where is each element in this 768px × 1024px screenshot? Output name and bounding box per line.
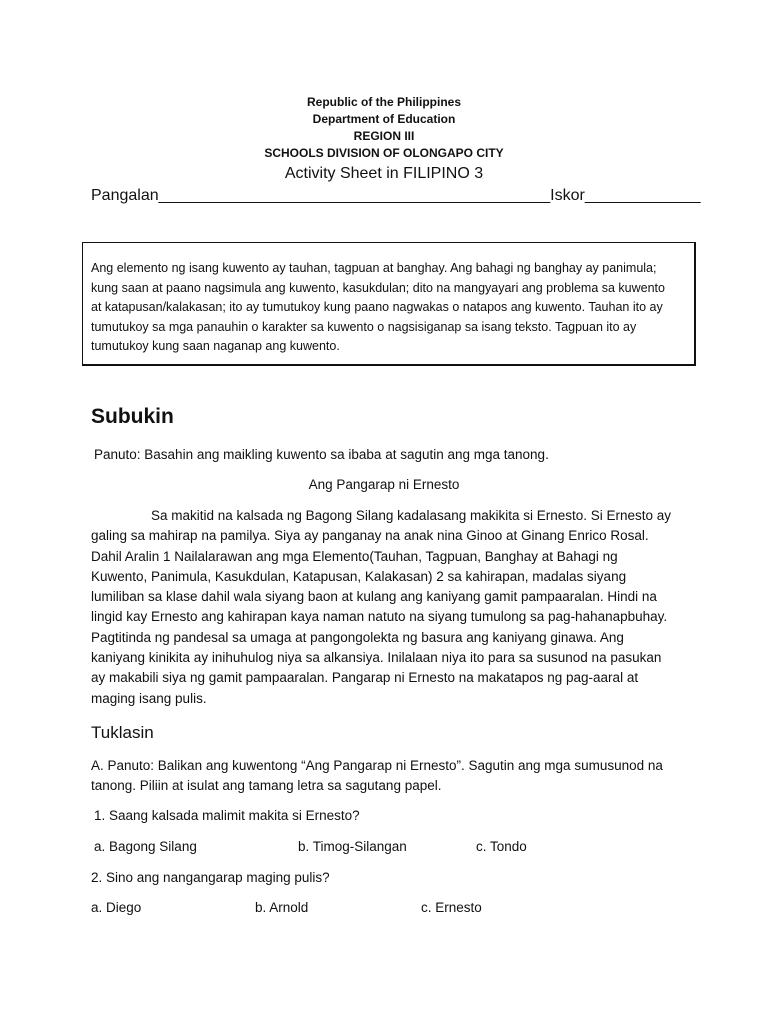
tuklasin-heading: Tuklasin xyxy=(91,723,154,742)
question-1-option-a: a. Bagong Silang xyxy=(94,839,197,854)
subukin-instruction: Panuto: Basahin ang maikling kuwento sa ibaba at sagutin ang mga tanong. xyxy=(94,447,549,462)
story-line: lingid kay Ernesto ang kahirapan kaya naman natuto na siyang tumulong sa pag-hahanapbuhay. xyxy=(91,609,668,625)
story-line: maging isang pulis. xyxy=(91,690,207,706)
intro-line: tumutukoy sa mga panauhin o karakter sa kuwento o nagsisiganap sa isang teksto. Tagpuan ito ay xyxy=(91,319,637,334)
story-line: galing sa mahirap na pamilya. Siya ay panganay na anak nina Ginoo at Ginang Enrico Rosal. xyxy=(91,528,649,544)
question-1: 1. Saang kalsada malimit makita si Ernesto? xyxy=(94,808,360,823)
name-score-line: Pangalan____________________________________________Iskor_____________ xyxy=(91,187,701,204)
instruction-line: A. Panuto: Balikan ang kuwentong “Ang Pangarap ni Ernesto”. Sagutin ang mga sumusunod na xyxy=(91,758,663,773)
header-division: SCHOOLS DIVISION OF OLONGAPO CITY xyxy=(264,146,504,160)
header-republic: Republic of the Philippines xyxy=(306,95,461,109)
story-line: Sa makitid na kalsada ng Bagong Silang kadalasang makikita si Ernesto. Si Ernesto ay xyxy=(151,508,672,523)
story-line: Kuwento, Panimula, Kasukdulan, Katapusan, Kalakasan) 2 sa kahirapan, madalas siyang xyxy=(91,568,627,584)
question-2-option-a: a. Diego xyxy=(91,900,142,915)
story-title: Ang Pangarap ni Ernesto xyxy=(308,477,460,492)
intro-line: tumutukoy kung saan naganap ang kuwento. xyxy=(91,339,340,353)
story-line: ay makabili siya ng gamit pampaaralan. Pangarap ni Ernesto na makatapos ng pag-aaral at xyxy=(91,670,639,686)
story-line: Pagtitinda ng pandesal sa umaga at pangongolekta ng basura ang kaniyang ginawa. Ang xyxy=(91,629,624,645)
header-region: REGION III xyxy=(353,129,415,143)
tuklasin-instruction xyxy=(91,756,691,796)
story-line: Dahil Aralin 1 Nailalarawan ang mga Elemento(Tauhan, Tagpuan, Banghay at Bahagi ng xyxy=(91,548,618,564)
question-2-option-b: b. Arnold xyxy=(255,900,309,915)
instruction-line: tanong. Piliin at isulat ang tamang letra sa sagutang papel. xyxy=(91,778,442,793)
question-2: 2. Sino ang nangangarap maging pulis? xyxy=(91,870,330,885)
subukin-heading: Subukin xyxy=(91,405,174,428)
question-1-option-b: b. Timog-Silangan xyxy=(298,839,407,854)
sheet-title: Activity Sheet in FILIPINO 3 xyxy=(284,165,484,182)
header-department: Department of Education xyxy=(312,112,456,126)
intro-line: kung saan at paano nagsimula ang kuwento, kasukdulan; dito na mangyayari ang problema sa kuwento xyxy=(91,280,665,295)
intro-line: at katapusan/kalakasan; ito ay tumutukoy kung paano nagwakas o natapos ang kuwento. Tauhan ito ay xyxy=(91,300,663,314)
document-header xyxy=(0,94,768,162)
story-paragraph xyxy=(91,506,691,709)
question-2-option-c: c. Ernesto xyxy=(421,900,482,915)
intro-box xyxy=(82,242,696,366)
story-line: kaniyang kinikita ay inihuhulog niya sa alkansiya. Inilalaan niya ito para sa susunod na pasukan xyxy=(91,650,662,666)
question-1-option-c: c. Tondo xyxy=(476,839,527,854)
story-line: lumiliban sa klase dahil wala siyang baon at kulang ang kaniyang gamit pampaaralan. Hindi na xyxy=(91,589,657,605)
intro-line: Ang elemento ng isang kuwento ay tauhan, tagpuan at banghay. Ang bahagi ng banghay ay panimula; xyxy=(91,261,657,275)
